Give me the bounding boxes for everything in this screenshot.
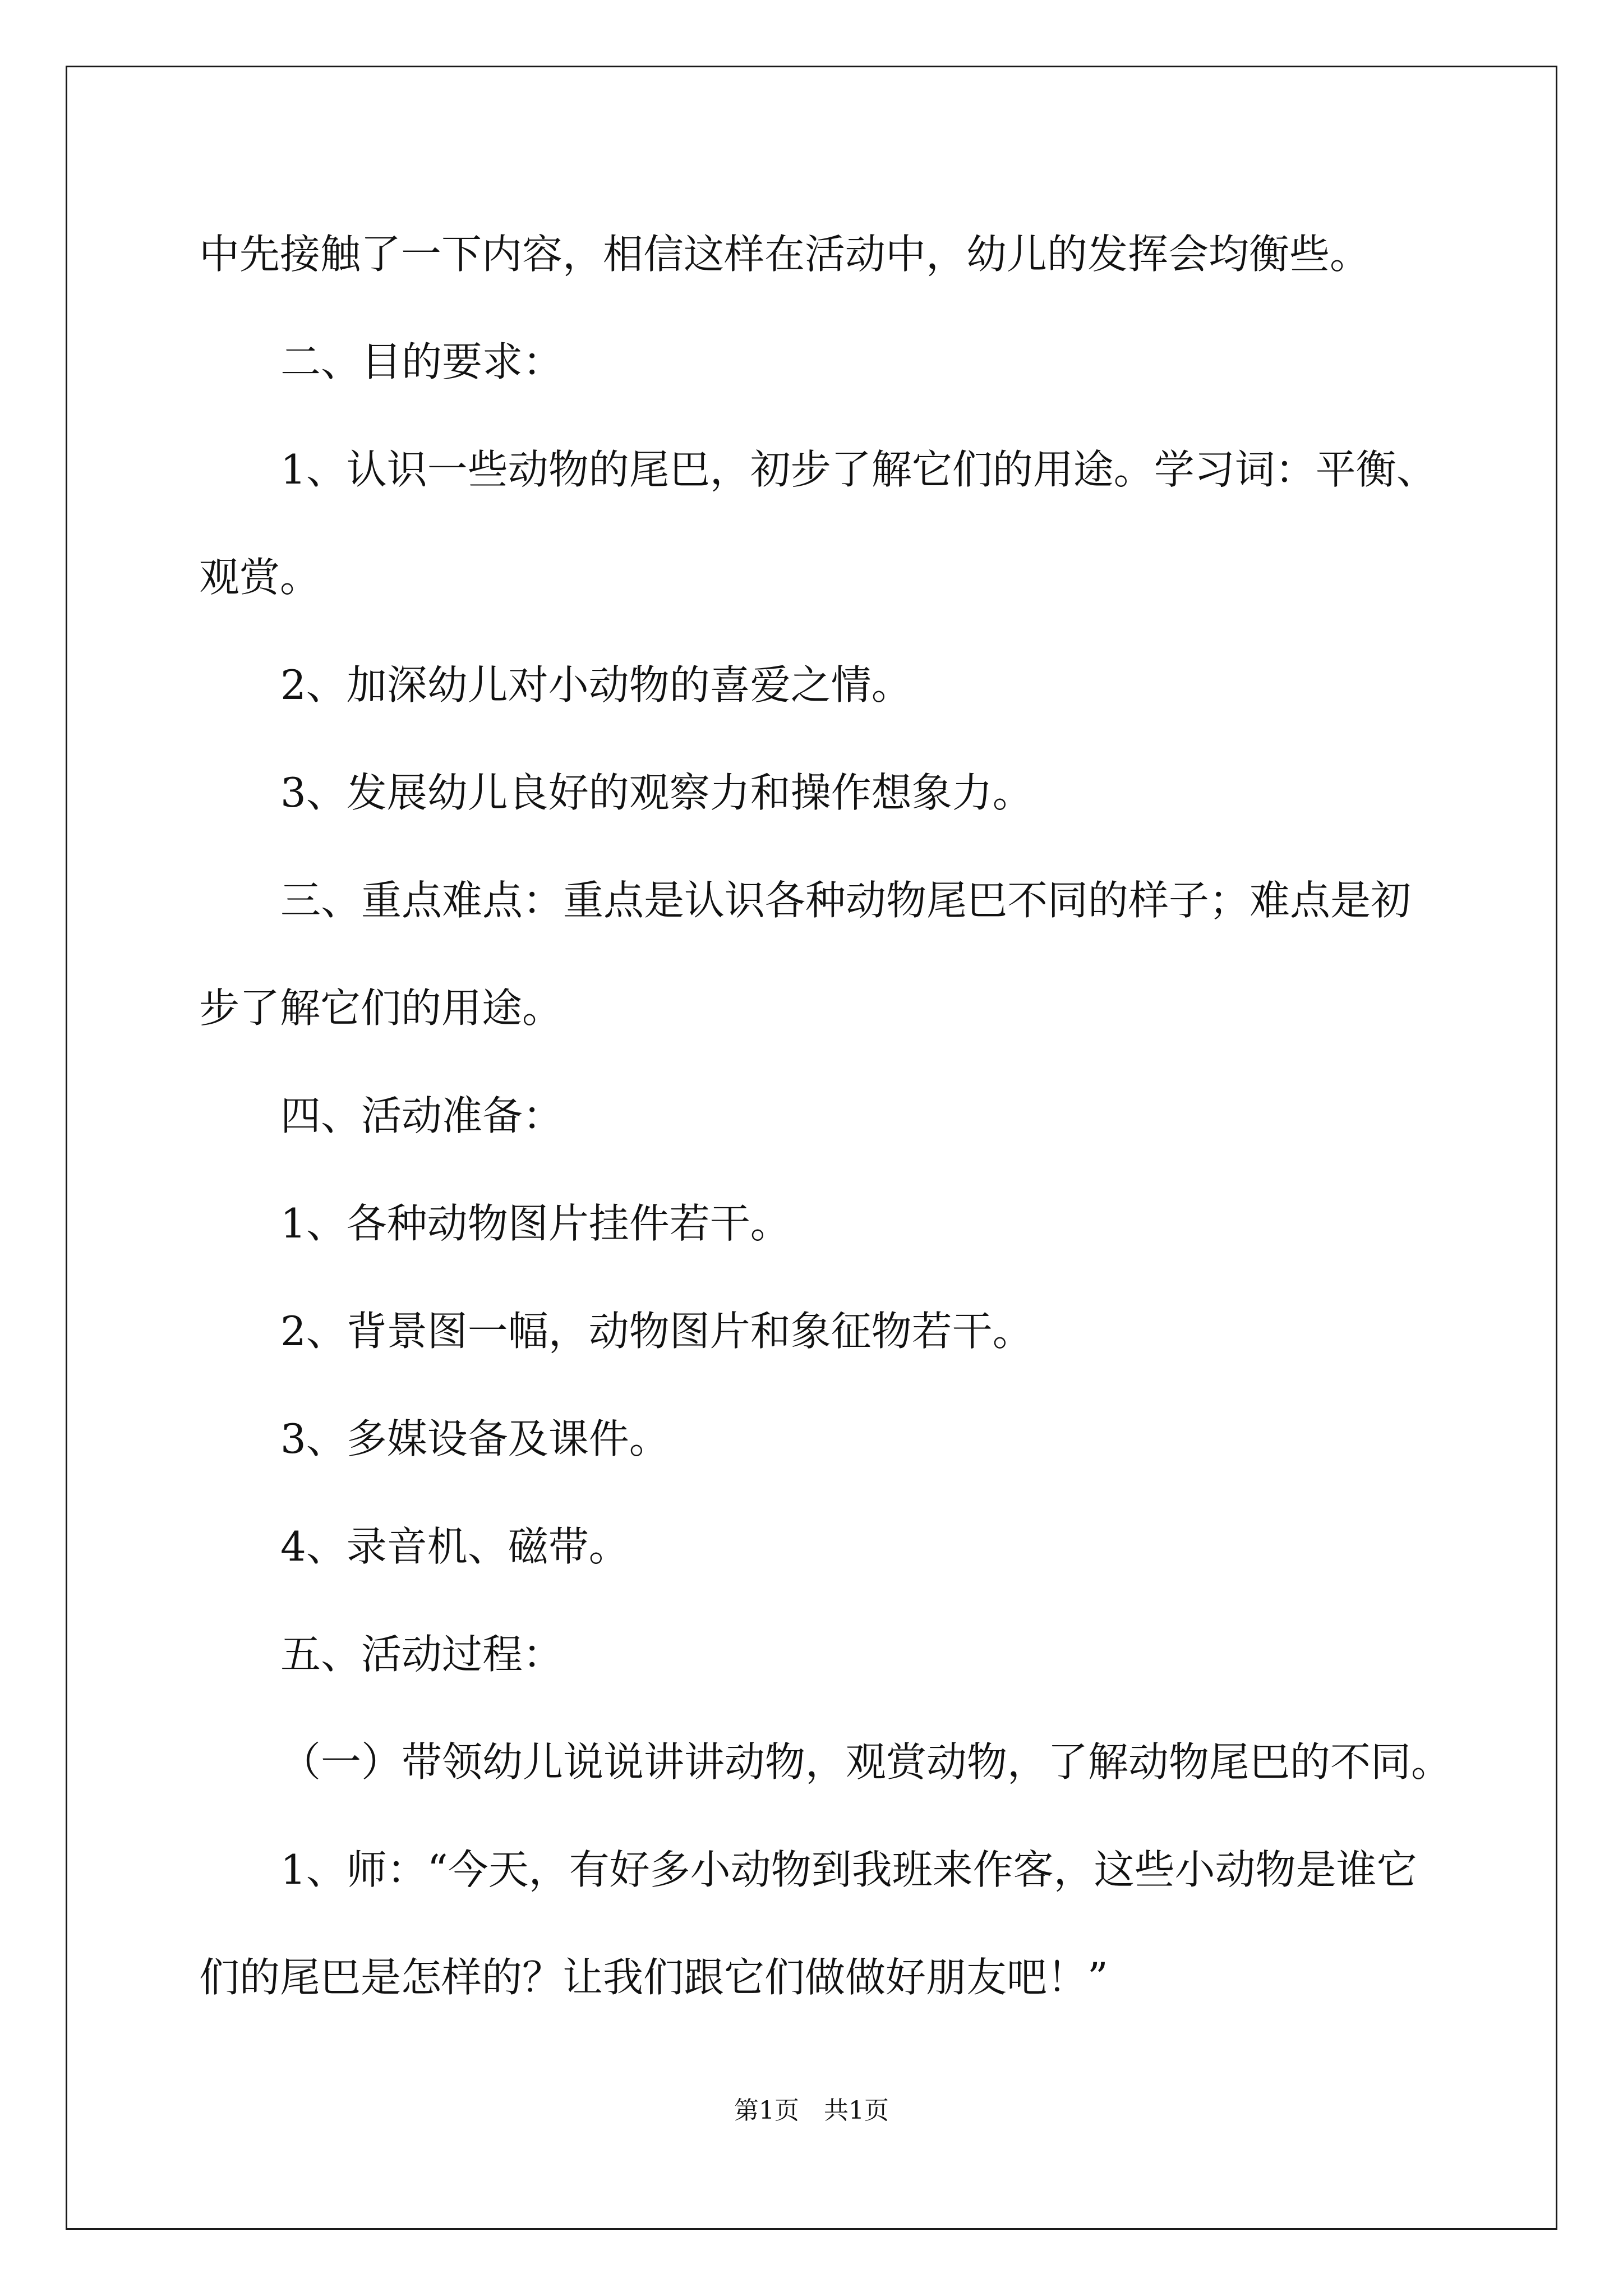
page-border — [66, 66, 1557, 2230]
paragraph-line: 1、各种动物图片挂件若干。 — [280, 1200, 791, 1247]
page-footer — [0, 2094, 1623, 2128]
paragraph-line: 步了解它们的用途。 — [199, 984, 563, 1032]
paragraph-line: 中先接触了一下内容，相信这样在活动中，幼儿的发挥会均衡些。 — [199, 231, 1371, 278]
paragraph-line: 3、发展幼儿良好的观察力和操作想象力。 — [280, 769, 1033, 816]
paragraph-line: 2、加深幼儿对小动物的喜爱之情。 — [280, 661, 912, 708]
paragraph-line: 们的尾巴是怎样的？让我们跟它们做做好朋友吧！” — [199, 1954, 1108, 2001]
paragraph-line: 2、背景图一幅，动物图片和象征物若干。 — [280, 1308, 1033, 1355]
paragraph-line: 1、师：“今天，有好多小动物到我班来作客，这些小动物是谁它 — [280, 1846, 1417, 1893]
paragraph-line: 4、录音机、磁带。 — [280, 1523, 629, 1570]
paragraph-line: 3、多媒设备及课件。 — [280, 1415, 670, 1462]
section-heading: 四、活动准备： — [280, 1092, 564, 1139]
page-number-current: 第1页 — [734, 2096, 799, 2125]
section-heading: 五、活动过程： — [280, 1631, 564, 1678]
section-heading: 二、目的要求： — [280, 338, 564, 385]
page-number-total: 共1页 — [824, 2096, 889, 2125]
paragraph-line: （一）带领幼儿说说讲讲动物，观赏动物，了解动物尾巴的不同。 — [280, 1738, 1452, 1786]
paragraph-line: 1、认识一些动物的尾巴，初步了解它们的用途。学习词：平衡、 — [280, 446, 1437, 493]
paragraph-line: 观赏。 — [199, 554, 321, 601]
section-heading: 三、重点难点：重点是认识各种动物尾巴不同的样子；难点是初 — [280, 877, 1412, 924]
